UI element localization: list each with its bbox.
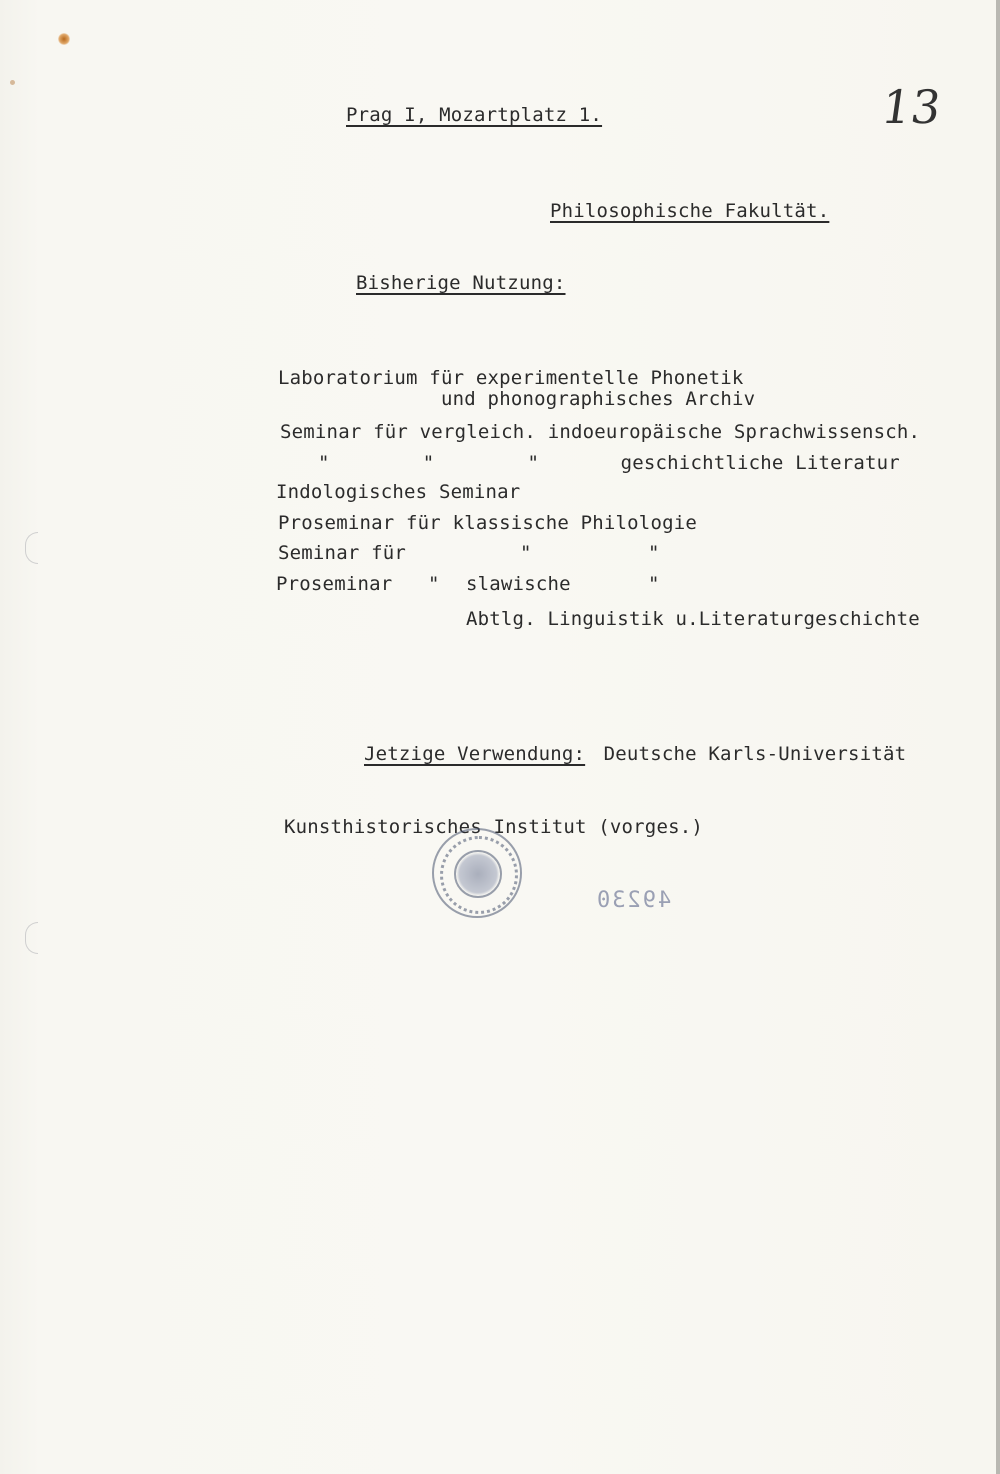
faculty-title: Philosophische Fakultät.	[550, 200, 830, 222]
previous-use-line: Seminar für	[278, 542, 407, 564]
previous-use-line: und phonographisches Archiv	[441, 388, 756, 410]
stamp-seal	[454, 850, 502, 898]
previous-use-line: Seminar für vergleich. indoeuropäische Sprachwissensch.	[280, 421, 921, 443]
handwritten-page-number: 13	[878, 80, 945, 134]
punch-hole	[25, 922, 38, 954]
ditto-mark: "	[520, 542, 532, 564]
previous-use-line: slawische	[466, 573, 571, 595]
previous-use-line: Laboratorium für experimentelle Phonetik	[278, 367, 744, 389]
previous-use-line: Abtlg. Linguistik u.Literaturgeschichte	[466, 608, 920, 630]
previous-use-line: " " " geschichtliche Literatur	[318, 452, 900, 474]
archive-stamp	[432, 828, 522, 918]
previous-use-line: Proseminar für klassische Philologie	[278, 512, 698, 534]
ditto-mark: "	[648, 573, 660, 595]
address-line: Prag I, Mozartplatz 1.	[346, 104, 603, 126]
current-use-heading: Jetzige Verwendung:	[364, 743, 586, 765]
previous-use-line: Proseminar	[276, 573, 393, 595]
ditto-mark: "	[648, 542, 660, 564]
previous-use-line: Indologisches Seminar	[276, 481, 521, 503]
page-edge	[996, 0, 1000, 1474]
current-use-value: Deutsche Karls-Universität	[592, 743, 907, 765]
ditto-mark: "	[428, 573, 440, 595]
registration-number: 49230	[595, 888, 672, 913]
punch-hole	[25, 532, 38, 564]
rust-stain	[10, 80, 15, 85]
previous-use-heading: Bisherige Nutzung:	[356, 272, 566, 294]
rust-stain	[58, 33, 70, 45]
institute-line: Kunsthistorisches Institut (vorges.)	[284, 816, 704, 838]
